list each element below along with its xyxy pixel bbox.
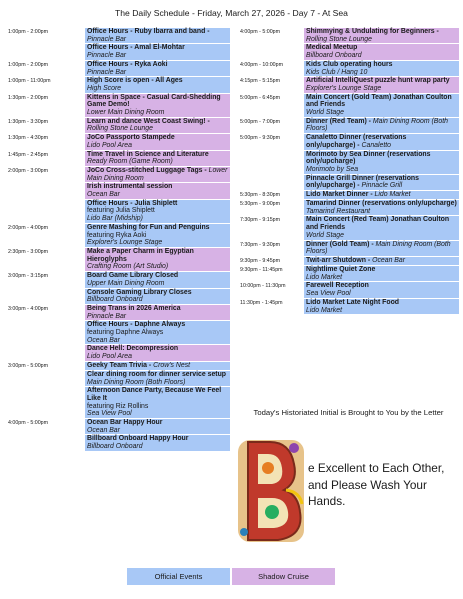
schedule-row	[240, 299, 459, 314]
event-line	[87, 224, 228, 232]
event-title: Office Hours - Amal El-Mohtar	[87, 44, 185, 52]
schedule-row	[240, 118, 459, 133]
event-time: 5:00pm - 7:00pm	[240, 118, 281, 125]
schedule-row	[8, 224, 230, 247]
schedule-row	[240, 266, 459, 281]
event-block	[85, 183, 230, 198]
event-time: 3:00pm - 5:00pm	[8, 362, 49, 369]
event-title: Make a Paper Charm in Egyptian Hieroglyphs	[87, 247, 194, 263]
event-location-line	[87, 142, 228, 150]
event-line	[306, 216, 457, 231]
event-time: 9:30pm - 9:45pm	[240, 257, 281, 264]
event-block	[85, 371, 230, 386]
schedule-row	[240, 134, 459, 149]
event-line	[87, 272, 228, 280]
event-block	[85, 248, 230, 271]
event-location: Upper Main Dining Room	[87, 279, 165, 287]
event-block	[304, 28, 459, 43]
event-time	[8, 200, 85, 223]
schedule-row	[8, 387, 230, 418]
event-title: Billboard Onboard Happy Hour	[87, 435, 189, 443]
event-time: 2:30pm - 3:00pm	[8, 248, 49, 255]
event-block	[85, 321, 230, 344]
schedule-row	[8, 248, 230, 271]
event-title: Console Gaming Library Closes	[87, 288, 192, 296]
event-location: Lido Market	[306, 273, 343, 281]
legend-shadow-cruise: Shadow Cruise	[232, 568, 335, 585]
event-location: Billboard Onboard	[306, 52, 362, 60]
schedule-row	[8, 419, 230, 434]
event-line	[306, 299, 457, 307]
event-time: 9:30pm - 11:45pm	[240, 266, 283, 273]
event-location: Rolling Stone Lounge	[87, 125, 153, 133]
event-line	[306, 134, 457, 149]
event-block	[85, 362, 230, 370]
event-line	[87, 435, 228, 443]
event-time: 4:15pm - 5:15pm	[240, 78, 281, 85]
event-location: Lido Pool Area	[87, 353, 132, 361]
event-location: Lido Bar (Midship)	[87, 215, 143, 223]
event-location-line	[87, 215, 228, 223]
event-time: 1:00pm - 2:00pm	[8, 29, 49, 35]
event-title: Afternoon Dance Party, Because We Feel Like It	[87, 387, 222, 402]
event-location-line	[87, 239, 228, 247]
event-block	[85, 272, 230, 287]
event-time	[8, 183, 85, 198]
event-block	[304, 94, 459, 117]
schedule-row	[8, 151, 230, 166]
event-line	[87, 77, 228, 85]
event-location-line	[87, 296, 228, 304]
event-separator: -	[147, 361, 154, 369]
event-line	[87, 305, 228, 313]
schedule-row	[240, 44, 459, 59]
event-location: Ocean Bar	[87, 426, 120, 434]
event-separator: -	[205, 28, 210, 35]
schedule-row	[8, 435, 230, 450]
event-location: Sea View Pool	[306, 290, 351, 298]
schedule-row	[8, 362, 230, 370]
event-title: Kittens in Space - Casual Card-Shedding Game Demo!	[87, 93, 221, 109]
event-line	[306, 241, 457, 256]
event-line	[306, 266, 457, 274]
event-block	[304, 151, 459, 174]
event-line	[306, 118, 457, 133]
event-title: Office Hours - Ruby Ibarra and band	[87, 28, 206, 35]
event-location: Billboard Onboard	[87, 296, 143, 304]
event-location: Pinnacle Bar	[87, 312, 127, 320]
schedule-row	[8, 77, 230, 92]
event-time	[8, 321, 85, 344]
event-location-line	[87, 313, 228, 321]
event-time: 1:00pm - 2:00pm	[8, 61, 49, 68]
event-location: World Stage	[306, 231, 344, 239]
event-location: World Stage	[306, 109, 344, 117]
event-block	[304, 77, 459, 92]
event-title: High Score is open - All Ages	[87, 77, 183, 85]
event-location: Pinnacle Bar	[87, 35, 127, 43]
event-time: 11:30pm - 1:45pm	[240, 299, 283, 306]
schedule-row	[8, 272, 230, 287]
schedule-row	[240, 77, 459, 92]
initial-remainder-text: e Excellent to Each Other, and Please Wash Your Hands.	[308, 461, 445, 508]
event-block	[85, 61, 230, 76]
event-block	[85, 345, 230, 360]
event-title: Being Trans in 2026 America	[87, 304, 181, 312]
event-title: Clear dining room for dinner service setup	[87, 370, 226, 378]
event-title: Learn and dance West Coast Swing!	[87, 117, 206, 125]
event-location: Billboard Onboard	[87, 443, 143, 451]
event-line	[306, 151, 457, 166]
event-location: Crow's Nest	[153, 361, 191, 369]
event-line	[87, 387, 228, 402]
event-block	[85, 419, 230, 434]
schedule-row	[240, 151, 459, 174]
event-location-line	[87, 191, 228, 199]
event-line	[87, 94, 228, 109]
schedule-row	[8, 118, 230, 133]
event-title: Dinner (Gold Team)	[306, 240, 370, 248]
event-location-line	[87, 379, 228, 387]
event-title: Geeky Team Trivia	[87, 361, 148, 369]
event-line	[87, 167, 228, 182]
event-location: Crafting Room (Art Studio)	[87, 263, 169, 271]
schedule-row	[8, 371, 230, 386]
event-location: Ocean Bar	[372, 256, 406, 264]
event-line	[87, 371, 228, 379]
event-title: Canaletto Dinner (reservations only/upcharge)	[306, 134, 407, 149]
schedule-row	[240, 94, 459, 117]
event-time	[8, 435, 85, 450]
event-time: 4:00pm - 5:00pm	[8, 420, 49, 427]
event-location: Rolling Stone Lounge	[306, 35, 372, 43]
event-separator: -	[202, 166, 209, 174]
event-title: Office Hours - Ryka Aoki	[87, 60, 168, 68]
event-title: Kids Club operating hours	[306, 60, 393, 68]
schedule-row	[240, 61, 459, 76]
event-line	[306, 44, 457, 52]
event-location-line	[306, 232, 457, 240]
schedule-row	[8, 134, 230, 149]
schedule-row	[8, 94, 230, 117]
event-location-line	[87, 337, 228, 345]
event-time: 7:30pm - 9:30pm	[240, 241, 281, 248]
event-block	[304, 282, 459, 297]
event-line	[87, 289, 228, 297]
event-block	[304, 200, 459, 215]
event-location-line	[87, 353, 228, 361]
event-line	[87, 151, 228, 159]
event-line	[87, 118, 228, 133]
event-block	[304, 191, 459, 199]
event-time	[240, 151, 304, 174]
event-block	[85, 134, 230, 149]
event-title: Irish instrumental session	[87, 183, 173, 191]
event-block	[85, 167, 230, 182]
event-title: Tamarind Dinner (reservations only/upcharge)	[306, 200, 457, 208]
event-separator: -	[365, 256, 373, 264]
event-location-line	[306, 109, 457, 117]
event-location: Lido Market	[374, 191, 411, 199]
event-time: 1:30pm - 2:00pm	[8, 94, 49, 101]
event-line	[87, 200, 228, 208]
event-block	[304, 216, 459, 239]
event-separator: -	[355, 141, 362, 149]
initial-caption: Today's Historiated Initial is Brought to You by the Letter	[253, 408, 444, 417]
event-line	[306, 191, 457, 199]
event-separator: -	[368, 191, 375, 199]
event-line	[87, 61, 228, 69]
event-location-line	[306, 290, 457, 298]
left-schedule-column	[8, 28, 230, 452]
event-title: Genre Mashing for Fun and Penguins	[87, 223, 210, 231]
schedule-row	[8, 289, 230, 304]
event-separator: -	[355, 182, 362, 190]
event-block	[304, 175, 459, 190]
event-title: Office Hours - Daphne Always	[87, 321, 186, 329]
event-separator: -	[369, 240, 376, 248]
event-time	[8, 289, 85, 304]
event-location: Ocean Bar	[87, 191, 120, 199]
event-location-line	[87, 280, 228, 288]
event-block	[304, 134, 459, 149]
event-featuring: featuring Julia Shiplett	[87, 207, 155, 215]
event-location-line	[87, 69, 228, 77]
event-time	[8, 345, 85, 360]
event-location-line	[87, 109, 228, 117]
event-time: 5:30pm - 8:30pm	[240, 192, 281, 199]
schedule-row	[240, 200, 459, 215]
event-location: Pinnacle Grill	[361, 182, 403, 190]
schedule-row	[8, 61, 230, 76]
event-line	[306, 94, 457, 109]
event-time: 5:00pm - 9:30pm	[240, 135, 281, 142]
event-location-line	[306, 52, 457, 60]
event-title: Lido Market Dinner	[306, 191, 369, 199]
event-line	[306, 200, 457, 208]
event-block	[304, 44, 459, 59]
event-location: Pinnacle Bar	[87, 52, 127, 60]
event-time: 2:00pm - 3:00pm	[8, 167, 49, 174]
event-line	[306, 282, 457, 290]
event-location-line	[87, 158, 228, 166]
event-block	[85, 224, 230, 247]
event-time: 1:30pm - 3:30pm	[8, 118, 49, 125]
event-block	[85, 435, 230, 450]
event-time: 2:00pm - 4:00pm	[8, 224, 49, 231]
event-location: Lower Main Dining Room	[87, 166, 228, 182]
event-title: Shimmying & Undulating for Beginners	[306, 28, 435, 35]
event-block	[85, 28, 230, 43]
event-time	[240, 44, 304, 59]
event-title: JoCo Passporto Stampede	[87, 134, 175, 142]
event-line	[87, 28, 228, 43]
event-location-line	[306, 208, 457, 216]
event-featuring: featuring Ryka Aoki	[87, 231, 147, 239]
event-location-line	[306, 166, 457, 174]
schedule-row	[8, 183, 230, 198]
schedule-row	[240, 28, 459, 43]
schedule-row	[240, 175, 459, 190]
right-schedule-column	[240, 28, 459, 315]
schedule-row	[8, 321, 230, 344]
event-line	[87, 134, 228, 142]
schedule-row	[240, 282, 459, 297]
event-line	[87, 362, 228, 370]
event-time	[8, 44, 85, 59]
legend-official-events: Official Events	[127, 568, 230, 585]
event-line	[306, 61, 457, 69]
schedule-row	[8, 167, 230, 182]
schedule-row	[8, 200, 230, 223]
event-title: JoCo Cross-stitched Luggage Tags	[87, 166, 203, 174]
event-line	[87, 321, 228, 329]
event-time	[8, 371, 85, 386]
event-location: Canaletto	[361, 141, 392, 149]
event-title: Morimoto by Sea Dinner (reservations only/upcharge)	[306, 150, 431, 166]
event-time: 4:00pm - 5:00pm	[240, 29, 281, 35]
event-time: 1:00pm - 11:00pm	[8, 78, 51, 85]
event-block	[304, 118, 459, 133]
event-block	[304, 61, 459, 76]
schedule-row	[8, 345, 230, 360]
event-location: Main Dining Room (Both Floors)	[306, 240, 451, 256]
event-location: Morimoto by Sea	[306, 165, 359, 173]
event-location: Lower Main Dining Room	[87, 109, 165, 117]
event-time: 4:00pm - 10:00pm	[240, 61, 283, 68]
event-location: Ready Room (Game Room)	[87, 158, 173, 166]
event-block	[304, 266, 459, 281]
event-title: Lido Market Late Night Food	[306, 298, 400, 306]
event-title: Dinner (Red Team)	[306, 117, 367, 125]
event-separator: -	[434, 28, 439, 35]
event-time: 1:45pm - 2:45pm	[8, 151, 49, 158]
event-location-line	[306, 69, 457, 77]
event-title: Twit-arr Shutdown	[306, 256, 366, 264]
event-time: 1:30pm - 4:30pm	[8, 135, 49, 142]
event-time: 7:30pm - 9:15pm	[240, 217, 281, 224]
event-block	[304, 299, 459, 314]
event-title: Pinnacle Grill Dinner (reservations only/upcharge)	[306, 174, 419, 190]
event-block	[85, 44, 230, 59]
event-line	[306, 257, 457, 265]
event-time: 5:30pm - 9:00pm	[240, 201, 281, 208]
event-location: Explorer's Lounge Stage	[306, 84, 382, 92]
schedule-row	[8, 28, 230, 43]
event-separator: -	[205, 117, 210, 125]
event-title: Artificial IntelliQuest puzzle hunt wrap party	[306, 77, 450, 85]
event-line	[87, 44, 228, 52]
event-time: 5:00pm - 6:45pm	[240, 94, 281, 101]
event-block	[85, 387, 230, 418]
historiated-initial-b-image	[234, 432, 308, 548]
event-time: 10:00pm - 11:30pm	[240, 283, 286, 290]
event-title: Main Concert (Red Team) Jonathan Coulton and Friends	[306, 216, 450, 232]
event-title: Farewell Reception	[306, 282, 369, 290]
event-title: Medical Meetup	[306, 44, 358, 52]
event-location-line	[306, 274, 457, 282]
event-block	[85, 77, 230, 92]
event-line	[306, 28, 457, 43]
event-time: 3:00pm - 4:00pm	[8, 305, 49, 312]
event-location-line	[306, 307, 457, 315]
event-location-line	[87, 443, 228, 451]
event-location: Main Dining Room (Both Floors)	[87, 378, 186, 386]
event-title: Office Hours - Julia Shiplett	[87, 199, 178, 207]
event-line	[306, 77, 457, 85]
event-block	[85, 118, 230, 133]
schedule-row	[8, 305, 230, 320]
event-title: Dance Hell: Decompression	[87, 345, 179, 353]
event-block	[85, 289, 230, 304]
event-location-line	[87, 410, 228, 418]
event-time	[240, 175, 304, 190]
event-location-line	[87, 263, 228, 271]
schedule-row	[240, 216, 459, 239]
event-location: Main Dining Room (Both Floors)	[306, 117, 448, 133]
schedule-row	[240, 257, 459, 265]
event-location-line	[87, 427, 228, 435]
event-separator: -	[366, 117, 373, 125]
event-title: Nightlime Quiet Zone	[306, 265, 376, 273]
event-block	[85, 200, 230, 223]
event-title: Ocean Bar Happy Hour	[87, 419, 163, 427]
event-location: Sea View Pool	[87, 410, 132, 418]
event-title: Time Travel in Science and Literature	[87, 150, 209, 158]
event-line	[87, 345, 228, 353]
page-title: The Daily Schedule - Friday, March 27, 2026 - Day 7 - At Sea	[115, 8, 348, 18]
event-featuring: featuring Daphne Always	[87, 329, 164, 337]
event-location-line	[87, 85, 228, 93]
event-line	[87, 419, 228, 427]
event-location: Kids Club / Hang 10	[306, 68, 368, 76]
event-featuring: featuring Riz Rollins	[87, 402, 149, 410]
event-location: Tamarind Restaurant	[306, 207, 371, 215]
schedule-row	[240, 191, 459, 199]
event-block	[85, 151, 230, 166]
event-location: Lido Market	[306, 306, 343, 314]
event-block	[304, 257, 459, 265]
event-location: Explorer's Lounge Stage	[87, 239, 163, 247]
event-title: Main Concert (Gold Team) Jonathan Coulton and Friends	[306, 93, 452, 109]
event-location-line	[87, 52, 228, 60]
event-location: Pinnacle Bar	[87, 68, 127, 76]
event-block	[85, 94, 230, 117]
event-block	[304, 241, 459, 256]
event-location: Ocean Bar	[87, 336, 120, 344]
event-block	[85, 305, 230, 320]
event-title: Board Game Library Closed	[87, 272, 179, 280]
event-location-line	[306, 85, 457, 93]
event-location: Lido Pool Area	[87, 141, 132, 149]
schedule-row	[240, 241, 459, 256]
event-line	[87, 248, 228, 263]
event-location: High Score	[87, 84, 122, 92]
event-time: 3:00pm - 3:15pm	[8, 273, 49, 280]
event-line	[306, 175, 457, 190]
event-time	[8, 387, 85, 418]
event-line	[87, 183, 228, 191]
schedule-row	[8, 44, 230, 59]
